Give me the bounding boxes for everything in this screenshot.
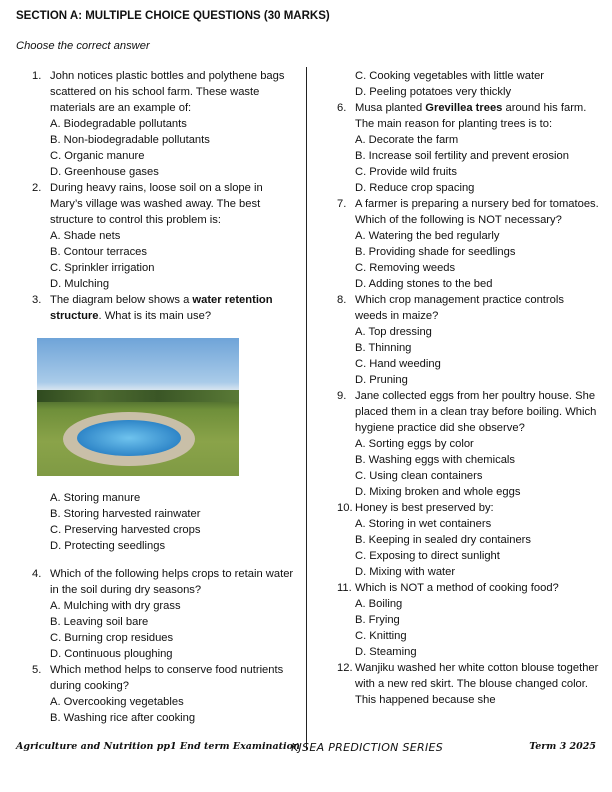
question-stem [355, 390, 596, 434]
footer-series: KJSEA PREDICTION SERIES [291, 741, 444, 754]
question-6 [337, 100, 599, 132]
right-column [337, 68, 599, 708]
answer-option: D. Peeling potatoes very thickly [355, 86, 512, 98]
question-number: 2. [32, 182, 42, 194]
question-stem [50, 182, 263, 226]
question-12 [337, 660, 599, 708]
answer-option: D. Adding stones to the bed [355, 278, 493, 290]
question-2 [32, 180, 294, 228]
answer-option: A. Boiling [355, 598, 403, 610]
photo-trees [37, 390, 239, 402]
stem-text: Which of the following helps crops to retain water in the soil during dry seasons? [50, 568, 294, 596]
answer-option: A. Storing in wet containers [355, 518, 492, 530]
question-number: 7. [337, 198, 347, 210]
question-stem [355, 502, 494, 514]
answer-option: B. Increase soil fertility and prevent erosion [355, 150, 569, 162]
question-stem [355, 294, 564, 322]
answer-option: A. Shade nets [50, 230, 121, 242]
answer-option: D. Mulching [50, 278, 110, 290]
answer-option: D. Mixing broken and whole eggs [355, 486, 521, 498]
question-number: 4. [32, 568, 42, 580]
answer-option: C. Preserving harvested crops [50, 524, 201, 536]
answer-option: A. Top dressing [355, 326, 432, 338]
stem-text: Which is NOT a method of cooking food? [355, 582, 559, 594]
question-number: 9. [337, 390, 347, 402]
stem-text: around his farm. The main reason for planting trees is to: [355, 102, 587, 130]
answer-option: A. Storing manure [50, 492, 141, 504]
emphasis-text: water retention structure [50, 294, 273, 322]
stem-text: Wanjiku washed her white cotton blouse together with a new red skirt. The blouse changed color. This happened because she [355, 662, 599, 706]
question-number: 10. [337, 502, 353, 514]
answer-option: D. Greenhouse gases [50, 166, 159, 178]
stem-text: The diagram below shows a [50, 294, 193, 306]
answer-option: B. Thinning [355, 342, 412, 354]
answer-option: B. Storing harvested rainwater [50, 508, 201, 520]
question-8 [337, 292, 599, 324]
question-10 [337, 500, 599, 516]
answer-option: C. Hand weeding [355, 358, 441, 370]
question-stem [50, 294, 273, 322]
question-number: 1. [32, 70, 42, 82]
answer-option: A. Watering the bed regularly [355, 230, 500, 242]
question-stem [50, 568, 293, 596]
question-4 [32, 566, 294, 598]
answer-option: B. Washing rice after cooking [50, 712, 196, 724]
answer-option: D. Mixing with water [355, 566, 456, 578]
answer-option: C. Provide wild fruits [355, 166, 457, 178]
instruction: Choose the correct answer [16, 40, 150, 52]
column-divider [306, 67, 307, 750]
question-1 [32, 68, 294, 116]
photo-water [77, 420, 181, 456]
stem-text: John notices plastic bottles and polythene bags scattered on his school farm. These waste materials are an example of: [50, 70, 285, 114]
question-number: 5. [32, 664, 42, 676]
answer-option: C. Sprinkler irrigation [50, 262, 155, 274]
stem-text: Honey is best preserved by: [355, 502, 494, 514]
stem-text: Which method helps to conserve food nutrients during cooking? [50, 664, 284, 692]
left-column [32, 68, 294, 726]
answer-option: C. Cooking vegetables with little water [355, 70, 545, 82]
answer-option: C. Using clean containers [355, 470, 483, 482]
section-heading: SECTION A: MULTIPLE CHOICE QUESTIONS (30 MARKS) [16, 10, 330, 22]
question-number: 11. [337, 582, 352, 594]
footer [16, 741, 596, 757]
question-3 [32, 292, 294, 324]
answer-option: A. Decorate the farm [355, 134, 459, 146]
question-number: 3. [32, 294, 42, 306]
answer-option: D. Protecting seedlings [50, 540, 166, 552]
footer-term: Term 3 2025 [529, 741, 596, 752]
question-7 [337, 196, 599, 228]
emphasis-text: Grevillea trees [425, 102, 503, 114]
question-number: 6. [337, 102, 347, 114]
stem-text: Musa planted [355, 102, 426, 114]
answer-option: A. Biodegradable pollutants [50, 118, 187, 130]
question-stem [355, 582, 559, 594]
answer-option: C. Organic manure [50, 150, 145, 162]
question-stem [355, 198, 599, 226]
answer-option: C. Burning crop residues [50, 632, 174, 644]
answer-option: A. Overcooking vegetables [50, 696, 184, 708]
answer-option: A. Sorting eggs by color [355, 438, 474, 450]
answer-option: B. Frying [355, 614, 400, 626]
answer-option: D. Steaming [355, 646, 417, 658]
answer-option: C. Removing weeds [355, 262, 456, 274]
stem-text: During heavy rains, loose soil on a slope in Mary’s village was washed away. The best structure to control this problem is: [50, 182, 263, 226]
stem-text: A farmer is preparing a nursery bed for tomatoes. Which of the following is NOT necessary? [355, 198, 599, 226]
answer-option: B. Keeping in sealed dry containers [355, 534, 532, 546]
answer-option: D. Continuous ploughing [50, 648, 173, 660]
stem-text: Jane collected eggs from her poultry house. She placed them in a clean tray before boiling. Which hygiene practice did she observe? [355, 390, 597, 434]
water-retention-pond-photo [37, 338, 239, 476]
stem-text: Which crop management practice controls weeds in maize? [355, 294, 564, 322]
answer-option: C. Knitting [355, 630, 407, 642]
answer-option: D. Reduce crop spacing [355, 182, 475, 194]
answer-option: B. Providing shade for seedlings [355, 246, 516, 258]
stem-text: . What is its main use? [98, 310, 212, 322]
question-9 [337, 388, 599, 436]
question-stem [50, 70, 284, 114]
answer-option: D. Pruning [355, 374, 408, 386]
question-number: 12. [337, 662, 353, 674]
question-number: 8. [337, 294, 347, 306]
question-5 [32, 662, 294, 694]
question-11 [337, 580, 599, 596]
answer-option: B. Non-biodegradable pollutants [50, 134, 210, 146]
answer-option: B. Washing eggs with chemicals [355, 454, 516, 466]
question-stem [355, 102, 586, 130]
answer-option: A. Mulching with dry grass [50, 600, 181, 612]
question-stem [355, 662, 598, 706]
answer-option: B. Contour terraces [50, 246, 148, 258]
answer-option: C. Exposing to direct sunlight [355, 550, 500, 562]
spacer [32, 554, 294, 566]
question-stem [50, 664, 283, 692]
answer-option: B. Leaving soil bare [50, 616, 149, 628]
footer-subject: Agriculture and Nutrition pp1 End term Examination [16, 741, 300, 752]
